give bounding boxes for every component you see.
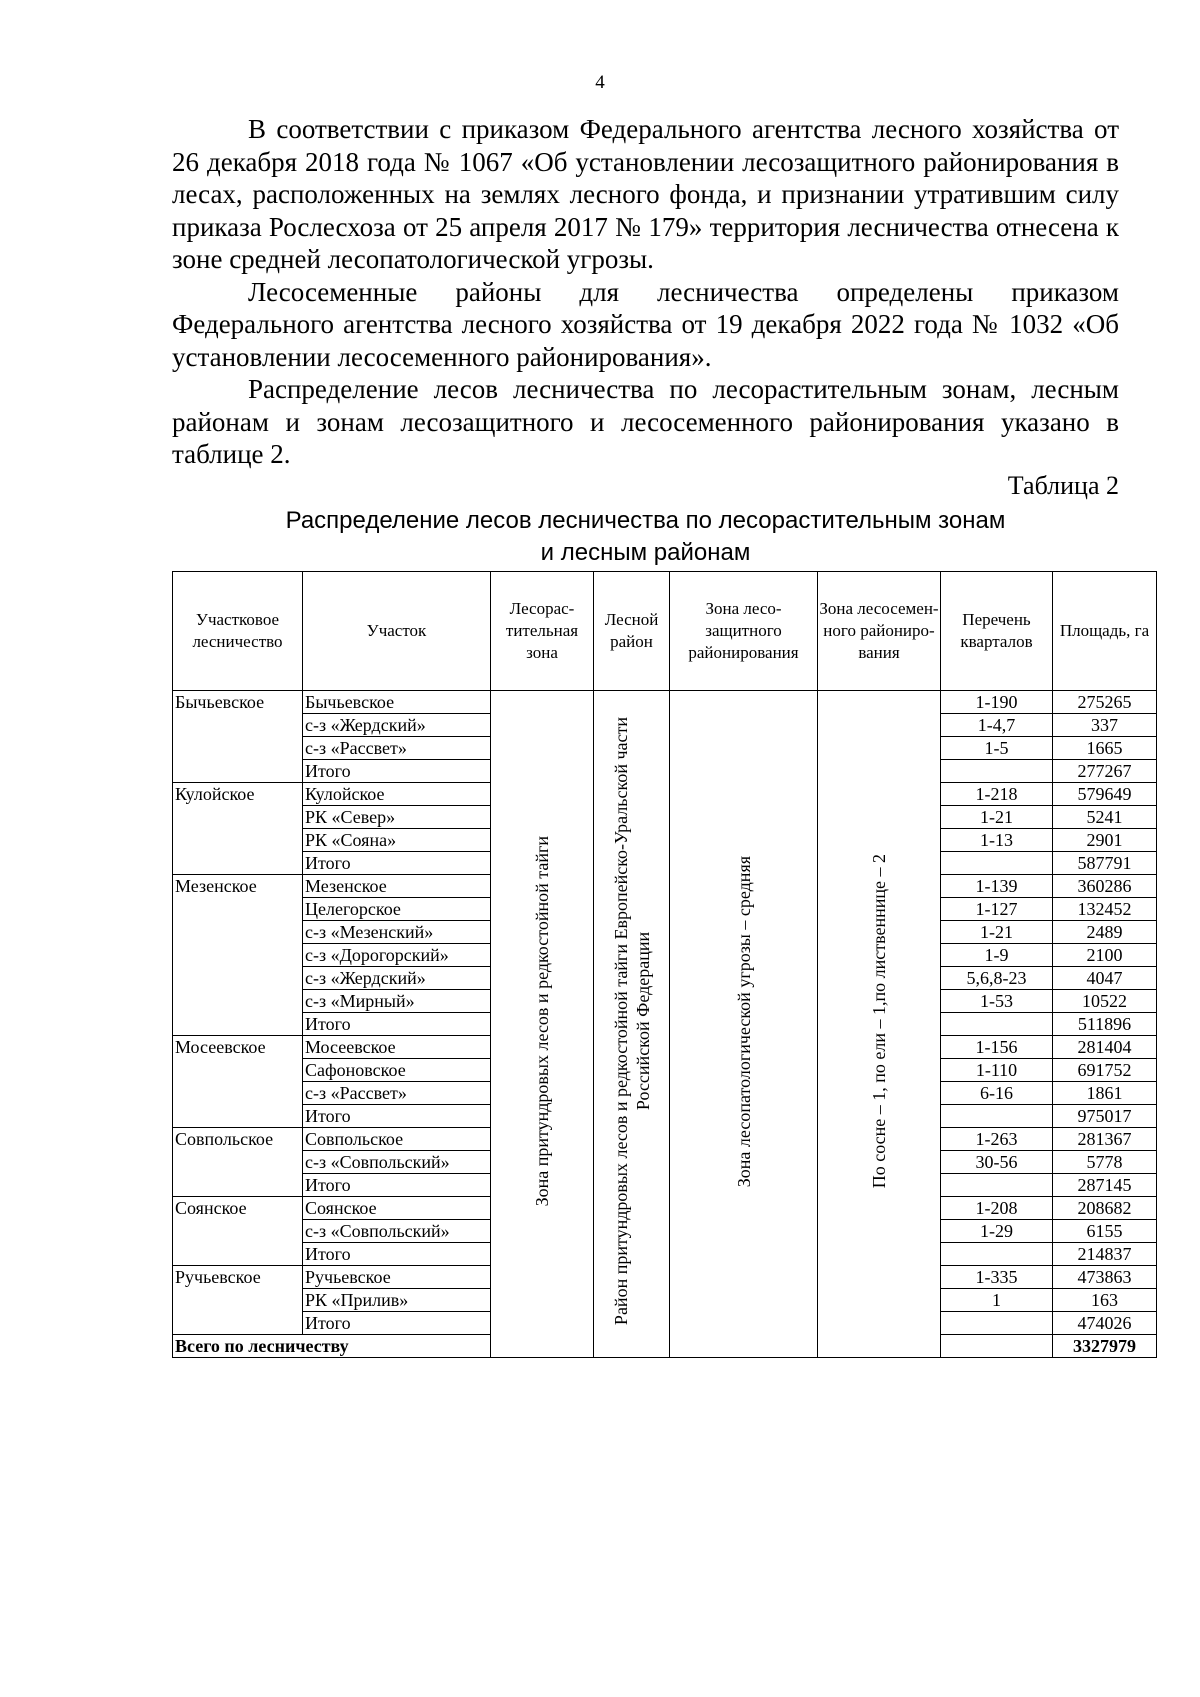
cell-ploshchad: 474026 bbox=[1053, 1312, 1157, 1335]
cell-uchastok: Ручьевское bbox=[303, 1266, 491, 1289]
cell-uchastok: РК «Север» bbox=[303, 806, 491, 829]
cell-kvartaly: 1-263 bbox=[941, 1128, 1053, 1151]
cell-lesnichestvo: Совпольское bbox=[173, 1128, 303, 1197]
cell-ploshchad: 4047 bbox=[1053, 967, 1157, 990]
cell-uchastok: Итого bbox=[303, 1312, 491, 1335]
cell-uchastok: с-з «Жердский» bbox=[303, 967, 491, 990]
total-area: 3327979 bbox=[1053, 1335, 1157, 1358]
cell-uchastok: Бычьевское bbox=[303, 691, 491, 714]
cell-uchastok: Мосеевское bbox=[303, 1036, 491, 1059]
cell-ploshchad: 473863 bbox=[1053, 1266, 1157, 1289]
cell-ploshchad: 10522 bbox=[1053, 990, 1157, 1013]
cell-lesnichestvo: Ручьевское bbox=[173, 1266, 303, 1335]
cell-kvartaly: 1-53 bbox=[941, 990, 1053, 1013]
table-label: Таблица 2 bbox=[1007, 471, 1119, 500]
forest-distribution-table bbox=[172, 571, 1157, 1358]
cell-kvartaly bbox=[941, 1105, 1053, 1128]
cell-kvartaly bbox=[941, 1013, 1053, 1036]
total-label: Всего по лесничеству bbox=[173, 1335, 491, 1358]
cell-ploshchad: 1861 bbox=[1053, 1082, 1157, 1105]
header-kvartaly: Перечень кварталов bbox=[941, 572, 1053, 691]
cell-kvartaly: 1-13 bbox=[941, 829, 1053, 852]
cell-zashchita-text bbox=[733, 856, 755, 1187]
cell-ploshchad: 277267 bbox=[1053, 760, 1157, 783]
cell-zashchita bbox=[670, 691, 818, 1358]
cell-ploshchad: 691752 bbox=[1053, 1059, 1157, 1082]
cell-kvartaly: 5,6,8-23 bbox=[941, 967, 1053, 990]
cell-ploshchad: 2489 bbox=[1053, 921, 1157, 944]
page-number: 4 bbox=[595, 72, 605, 93]
cell-zona-text bbox=[531, 836, 553, 1206]
cell-semena-text bbox=[868, 854, 890, 1188]
cell-kvartaly: 1 bbox=[941, 1289, 1053, 1312]
header-zashchita: Зона лесо-защитного районирования bbox=[670, 572, 818, 691]
cell-uchastok: Целегорское bbox=[303, 898, 491, 921]
cell-semena bbox=[818, 691, 941, 1358]
cell-ploshchad: 6155 bbox=[1053, 1220, 1157, 1243]
cell-kvartaly bbox=[941, 852, 1053, 875]
cell-uchastok: с-з «Совпольский» bbox=[303, 1220, 491, 1243]
cell-kvartaly: 1-218 bbox=[941, 783, 1053, 806]
cell-uchastok: Кулойское bbox=[303, 783, 491, 806]
cell-kvartaly: 1-127 bbox=[941, 898, 1053, 921]
cell-uchastok: с-з «Дорогорский» bbox=[303, 944, 491, 967]
cell-ploshchad: 5241 bbox=[1053, 806, 1157, 829]
cell-uchastok: РК «Прилив» bbox=[303, 1289, 491, 1312]
cell-kvartaly: 1-156 bbox=[941, 1036, 1053, 1059]
cell-kvartaly: 1-9 bbox=[941, 944, 1053, 967]
cell-kvartaly bbox=[941, 1174, 1053, 1197]
cell-rayon-text bbox=[610, 717, 654, 1325]
cell-ploshchad: 287145 bbox=[1053, 1174, 1157, 1197]
table-caption-line: и лесным районам bbox=[540, 539, 751, 566]
paragraph: В соответствии с приказом Федерального агентства лесного хозяйства от 26 декабря 2018 года № 1067 «Об установлении лесозащитного районирования в лесах, расположенных на землях лесного фонда, и признании утратившим силу приказа Рослесхоза от 25 апреля 2017 № 179» территория лесничества отнесена к зоне средней лесопатологической угрозы. bbox=[172, 114, 1119, 274]
cell-ploshchad: 511896 bbox=[1053, 1013, 1157, 1036]
table-header-row bbox=[173, 572, 1157, 691]
body-text bbox=[172, 113, 1119, 471]
cell-ploshchad: 337 bbox=[1053, 714, 1157, 737]
cell-ploshchad: 587791 bbox=[1053, 852, 1157, 875]
cell-uchastok: Совпольское bbox=[303, 1128, 491, 1151]
cell-ploshchad: 5778 bbox=[1053, 1151, 1157, 1174]
cell-uchastok: Итого bbox=[303, 1174, 491, 1197]
cell-ploshchad: 1665 bbox=[1053, 737, 1157, 760]
cell-kvartaly: 1-190 bbox=[941, 691, 1053, 714]
cell-uchastok: РК «Сояна» bbox=[303, 829, 491, 852]
cell-ploshchad: 2100 bbox=[1053, 944, 1157, 967]
cell-kvartaly bbox=[941, 760, 1053, 783]
cell-kvartaly: 1-208 bbox=[941, 1197, 1053, 1220]
cell-ploshchad: 208682 bbox=[1053, 1197, 1157, 1220]
cell-zona bbox=[491, 691, 594, 1358]
cell-ploshchad: 214837 bbox=[1053, 1243, 1157, 1266]
cell-lesnichestvo: Кулойское bbox=[173, 783, 303, 875]
header-rayon: Лесной район bbox=[594, 572, 670, 691]
cell-ploshchad: 579649 bbox=[1053, 783, 1157, 806]
cell-uchastok: с-з «Совпольский» bbox=[303, 1151, 491, 1174]
cell-kvartaly: 1-139 bbox=[941, 875, 1053, 898]
header-ploshchad: Площадь, га bbox=[1053, 572, 1157, 691]
cell-uchastok: Сафоновское bbox=[303, 1059, 491, 1082]
cell-kvartaly: 1-5 bbox=[941, 737, 1053, 760]
cell-zashchita-line: Зона лесопатологической угрозы – средняя bbox=[733, 855, 754, 1188]
cell-uchastok: с-з «Мезенский» bbox=[303, 921, 491, 944]
cell-lesnichestvo: Бычьевское bbox=[173, 691, 303, 783]
header-lesnichestvo: Участковое лесничество bbox=[173, 572, 303, 691]
cell-kvartaly: 30-56 bbox=[941, 1151, 1053, 1174]
cell-kvartaly bbox=[941, 1335, 1053, 1358]
cell-uchastok: Итого bbox=[303, 852, 491, 875]
cell-zona-line: Зона притундровых лесов и редкостойной тайги bbox=[532, 836, 552, 1207]
table-caption bbox=[172, 505, 1119, 569]
cell-uchastok: с-з «Рассвет» bbox=[303, 1082, 491, 1105]
cell-rayon-line: Российской Федерации bbox=[632, 932, 653, 1111]
cell-uchastok: Итого bbox=[303, 1013, 491, 1036]
cell-ploshchad: 281367 bbox=[1053, 1128, 1157, 1151]
cell-kvartaly bbox=[941, 1243, 1053, 1266]
cell-kvartaly: 1-4,7 bbox=[941, 714, 1053, 737]
cell-kvartaly: 1-335 bbox=[941, 1266, 1053, 1289]
cell-kvartaly: 1-21 bbox=[941, 921, 1053, 944]
paragraph: Распределение лесов лесничества по лесорастительным зонам, лесным районам и зонам лесозащитного и лесосеменного районирования указано в таблице 2. bbox=[172, 374, 1119, 469]
cell-kvartaly: 1-29 bbox=[941, 1220, 1053, 1243]
cell-semena-line: По сосне – 1, по ели – 1,по лиственнице – 2 bbox=[869, 854, 889, 1189]
cell-rayon bbox=[594, 691, 670, 1358]
cell-ploshchad: 2901 bbox=[1053, 829, 1157, 852]
table-row bbox=[173, 691, 1157, 714]
cell-uchastok: Соянское bbox=[303, 1197, 491, 1220]
table-body bbox=[173, 691, 1157, 1358]
cell-uchastok: с-з «Мирный» bbox=[303, 990, 491, 1013]
cell-uchastok: с-з «Рассвет» bbox=[303, 737, 491, 760]
header-uchastok: Участок bbox=[303, 572, 491, 691]
cell-kvartaly bbox=[941, 1312, 1053, 1335]
cell-uchastok: Итого bbox=[303, 1105, 491, 1128]
cell-ploshchad: 360286 bbox=[1053, 875, 1157, 898]
cell-ploshchad: 275265 bbox=[1053, 691, 1157, 714]
paragraph: Лесосеменные районы для лесничества определены приказом Федерального агентства лесного хозяйства от 19 декабря 2022 года № 1032 «Об установлении лесосеменного районирования». bbox=[172, 276, 1119, 372]
cell-ploshchad: 975017 bbox=[1053, 1105, 1157, 1128]
cell-ploshchad: 281404 bbox=[1053, 1036, 1157, 1059]
cell-lesnichestvo: Мезенское bbox=[173, 875, 303, 1036]
cell-uchastok: Итого bbox=[303, 1243, 491, 1266]
header-zona: Лесорас-тительная зона bbox=[491, 572, 594, 691]
cell-kvartaly: 1-21 bbox=[941, 806, 1053, 829]
cell-ploshchad: 132452 bbox=[1053, 898, 1157, 921]
cell-rayon-line: Район притундровых лесов и редкостойной тайги Европейско-Уральской части bbox=[610, 717, 631, 1326]
cell-uchastok: Мезенское bbox=[303, 875, 491, 898]
cell-ploshchad: 163 bbox=[1053, 1289, 1157, 1312]
cell-kvartaly: 6-16 bbox=[941, 1082, 1053, 1105]
cell-uchastok: Итого bbox=[303, 760, 491, 783]
header-semena: Зона лесосемен-ного райониро-вания bbox=[818, 572, 941, 691]
cell-lesnichestvo: Соянское bbox=[173, 1197, 303, 1266]
cell-uchastok: с-з «Жердский» bbox=[303, 714, 491, 737]
cell-kvartaly: 1-110 bbox=[941, 1059, 1053, 1082]
table-caption-line: Распределение лесов лесничества по лесорастительным зонам bbox=[285, 507, 1006, 534]
cell-lesnichestvo: Мосеевское bbox=[173, 1036, 303, 1128]
